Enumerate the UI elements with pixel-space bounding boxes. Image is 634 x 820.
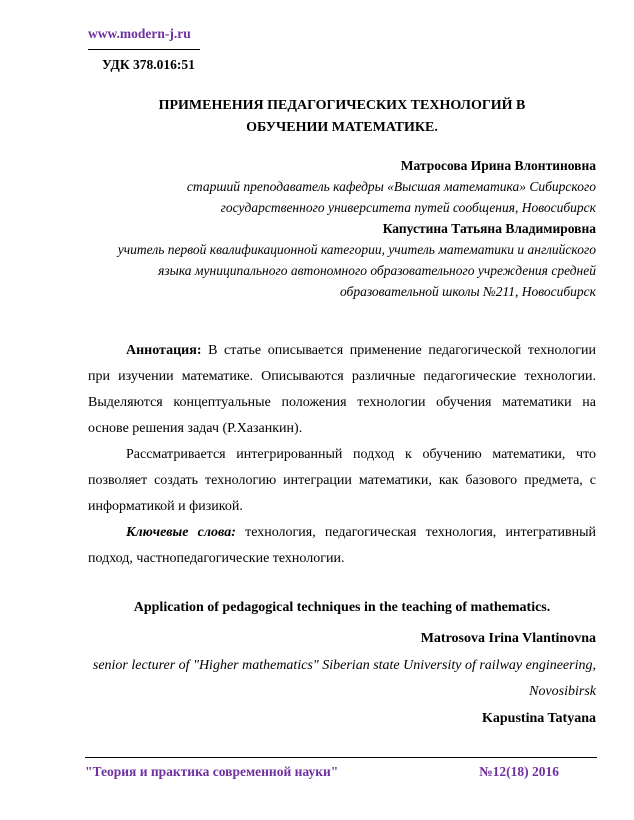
keywords-paragraph bbox=[88, 520, 596, 572]
keywords-text: технология, педагогическая технология, интегративный подход, частнопедагогические технологии. bbox=[88, 525, 596, 566]
author-name-en-1: Matrosova Irina Vlantinovna bbox=[420, 631, 596, 646]
abstract-label: Аннотация: bbox=[126, 343, 202, 358]
article-title-ru: ПРИМЕНЕНИЯ ПЕДАГОГИЧЕСКИХ ТЕХНОЛОГИЙ В ОБУЧЕНИИ МАТЕМАТИКЕ. bbox=[158, 98, 526, 135]
authors-block-en bbox=[88, 626, 596, 732]
author-name-ru-2: Капустина Татьяна Владимировна bbox=[382, 221, 596, 236]
authors-block-ru bbox=[88, 155, 596, 302]
issue-number: №12(18) 2016 bbox=[479, 764, 559, 779]
author-name-en-2: Kapustina Tatyana bbox=[482, 710, 596, 726]
site-link[interactable]: www.modern-j.ru bbox=[88, 26, 191, 41]
journal-title: "Теория и практика современной науки" bbox=[85, 764, 339, 779]
author-affiliation-ru-2: учитель первой квалификационной категории, учитель математики и английского языка муниципального автономного образовательного учреждения средней образовательной школы №211, Новосибирск bbox=[117, 242, 596, 299]
article-title-en: Application of pedagogical techniques in the teaching of mathematics. bbox=[133, 600, 551, 615]
header-divider bbox=[88, 42, 200, 50]
page-footer bbox=[85, 757, 597, 780]
udk-number: УДК 378.016:51 bbox=[102, 57, 195, 72]
body-paragraph: Рассматривается интегрированный подход к обучению математики, что позволяет создать технологию интеграции математики, как базового предмета, с информатикой и физикой. bbox=[88, 447, 596, 514]
author-name-ru-1: Матросова Ирина Влонтиновна bbox=[400, 158, 596, 173]
author-affiliation-ru-1: старший преподаватель кафедры «Высшая математика» Сибирского государственного университета путей сообщения, Новосибирск bbox=[186, 179, 596, 215]
article-body bbox=[88, 338, 596, 572]
abstract-paragraph bbox=[88, 338, 596, 442]
footer-row bbox=[85, 764, 597, 780]
abstract-text: В статье описывается применение педагогической технологии при изучении математике. Описываются различные педагогические технологии. Выделяются концептуальные положения технологии обучения математики на основе решения задач (Р.Хазанкин). bbox=[88, 343, 597, 436]
keywords-label: Ключевые слова: bbox=[126, 525, 236, 540]
author-affiliation-en-1: senior lecturer of "Higher mathematics" Siberian state University of railway engineering, Novosibirsk bbox=[92, 657, 596, 699]
